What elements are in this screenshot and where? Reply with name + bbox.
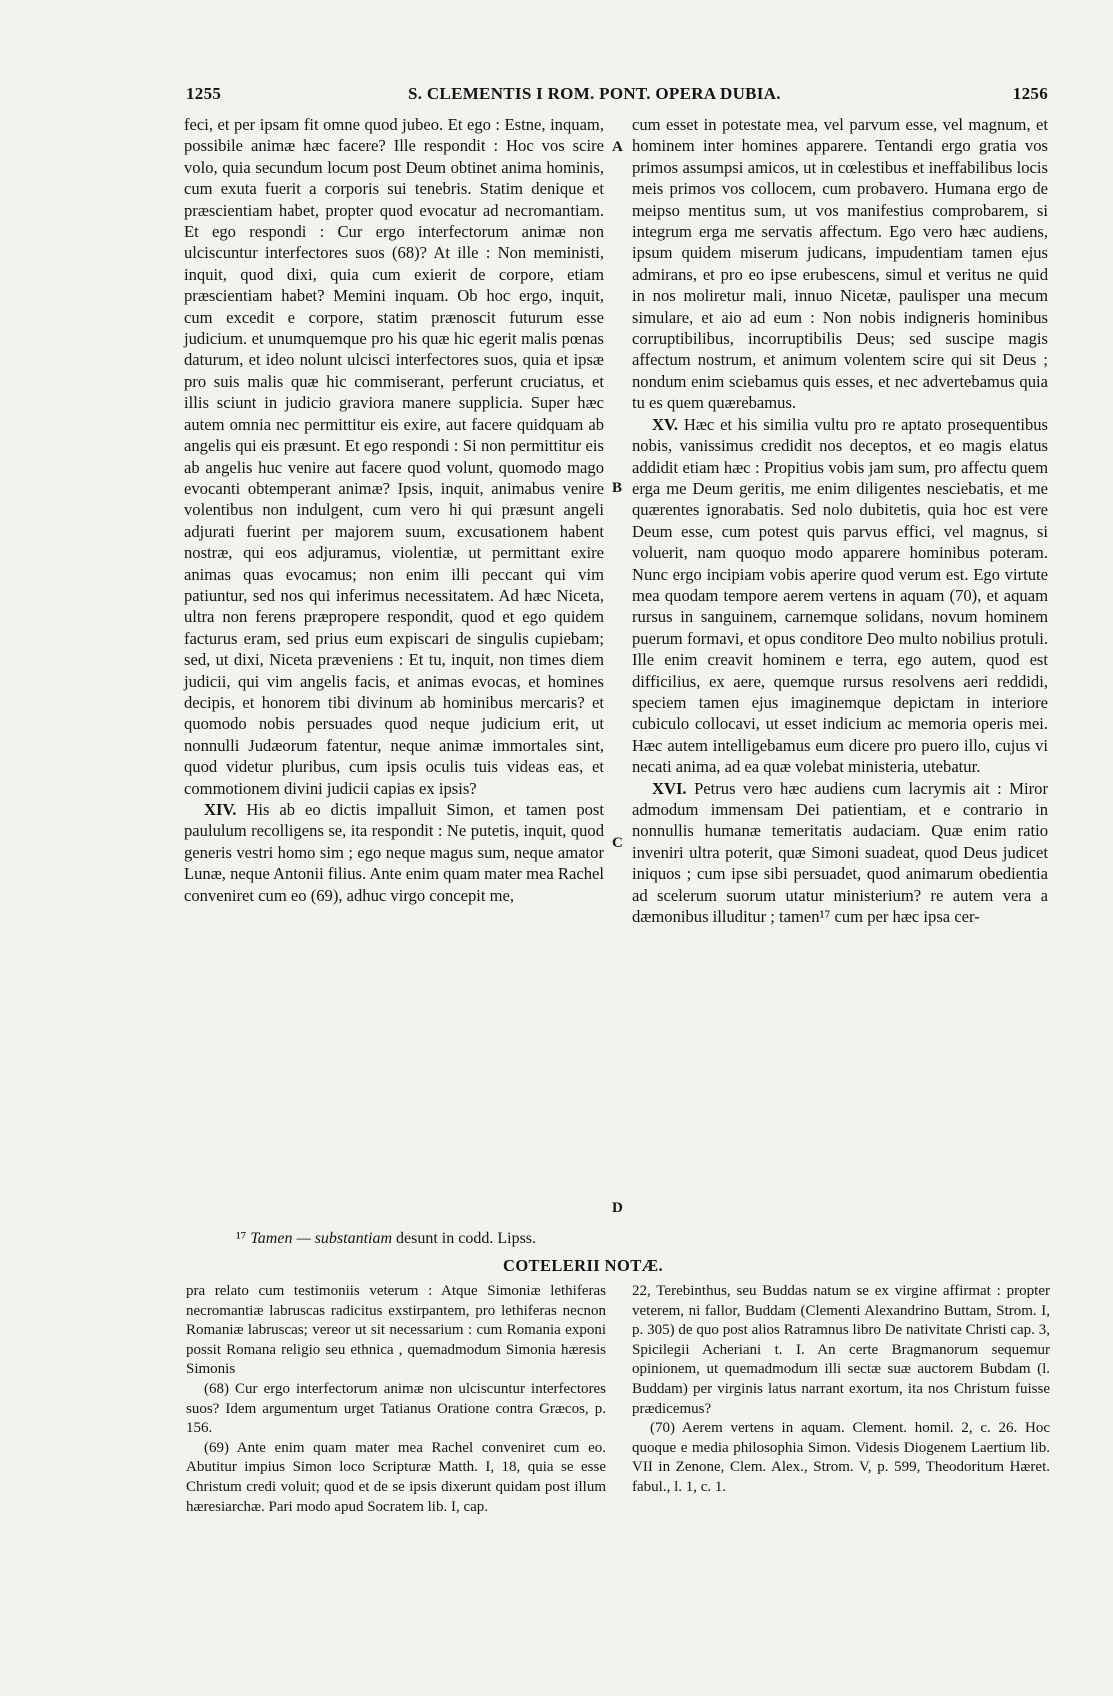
page-number-left: 1255 xyxy=(186,84,222,103)
paragraph xyxy=(632,778,1048,928)
footnote-italic: Tamen — substantiam xyxy=(250,1230,393,1247)
paragraph-text: (69) Ante enim quam mater mea Rachel conveniret cum eo. Abutitur impius Simon loco Scripturæ Matth. I, 18, quia se esse Christum credi voluit; quod et de se ipsis dixerunt quidam post illum hæresiarchæ. Pari modo apud Socratem lib. I, cap. xyxy=(186,1439,606,1515)
paragraph-text: (70) Aerem vertens in aquam. Clement. homil. 2, c. 26. Hoc quoque e media philosophia Simon. Videsis Diogenem Laertium lib. VII in Zenone, Clem. Alex., Strom. V, p. 599, Theodoritum Hæret. fabul., l. 1, c. 1. xyxy=(632,1420,1050,1495)
paragraph xyxy=(186,1439,606,1517)
margin-letter-a: A xyxy=(612,139,623,155)
right-text-column xyxy=(632,114,1048,927)
paragraph-text: 22, Terebinthus, seu Buddas natum se ex virgine affirmat : propter veterem, ni fallor, Buddam (Clementi Alexandrino Buttam, Strom. I, p. 305) de quo post alios Ratramnus libro De nativitate Christi cap. 3, Spicilegii Acheriani t. I. An certe Bragmanorum sequemur opinionem, ut quemadmodum illi sectæ suæ auctorem Bubdam (l. Buddam) per virginis latus narrant exortum, ita nos Christum fuisse prædicemus? xyxy=(632,1283,1050,1417)
section-number: XIV. xyxy=(204,800,237,819)
paragraph-text: Petrus vero hæc audiens cum lacrymis ait : Miror admodum immensam Dei patientiam, et e contrario in nonnullis humanæ temeritatis audaciam. Quæ enim ratio inveniri ultra poterit, quæ Simoni suadeat, quod Deus judicet iniquos ; cum ipse sibi persuadet, quod animarum obedientia ad scelerum suorum utatur ministerium? re autem vera a dæmonibus illuditur ; tamen¹⁷ cum per hæc ipsa cer- xyxy=(632,778,1048,927)
margin-letter-b: B xyxy=(612,480,623,496)
footnote xyxy=(236,1230,536,1248)
paragraph xyxy=(632,414,1048,778)
section-number: XV. xyxy=(652,414,678,434)
paragraph-text: feci, et per ipsam fit omne quod jubeo. Et ego : Estne, inquam, possibile animæ hæc facere? Ille respondit : Hoc vos scire volo, quia secundum locum post Deum obtinet anima hominis, cum exuta fuerit a corporis sui tenebris. Statim denique et præscientiam habet, propter quod evocatur ad necromantiam. Et ego respondi : Cur ergo interfectorum animæ non ulciscuntur interfectores suos (68)? At ille : Non meministi, inquit, quod dixi, quia cum exierit de corpore, etiam præscientiam habet? Memini inquam. Ob hoc ergo, inquit, cum excedit e corpore, statim prænoscit futurum esse judicium. et unumquemque pro his quæ hic egerit malis pœnas daturum, et ideo nolunt ulcisci interfectores suos, quia et ipsæ pro suis malis quæ hic commiserant, perferunt cruciatus, et illis sciunt in judicio graviora manere supplicia. Super hæc autem omnia nec permittitur eis exire, aut facere quidquam ab angelis qui eis præsunt. Et ego respondi : Si non permittitur eis ab angelis huc venire aut facere quod volunt, quomodo mago evocanti obtemperant animæ? Ipsis, inquit, animabus venire volentibus non indulgent, cum vero hi qui præsunt angeli adjurati fuerint per majorem suum, excusationem habent nostræ, qui eos adjuramus, violentiæ, ut permittant exire animas quas evocamus; non enim illi peccant qui vim patiuntur, sed nos qui inferimus necessitatem. Ad hæc Niceta, ultra non ferens præpropere respondit, quod et ego quidem facturus eram, sed prius eum expiscari de singulis cupiebam; sed, ut dixi, Niceta præveniens : Et tu, inquit, non times diem judicii, qui vim angelis facis, et animas evocas, et homines decipis, et honorem tibi divinum ab hominibus mercaris? et quomodo nobis persuades quod neque judicium erit, ut nonnulli Judæorum fatentur, neque animæ immortales sint, quod videtur pluribus, cum ipsis oculis tuis videas eas, et commotionem divini judicii capias ex ipsis? xyxy=(184,115,604,798)
paragraph xyxy=(632,1419,1050,1497)
paragraph xyxy=(184,799,604,906)
paragraph-text: Hæc et his similia vultu pro re aptato prosequentibus nobis, vanissimus credidit nos deceptos, et eo magis elatus addidit etiam hæc : Propitius vobis jam sum, pro affectu quem erga me Deum geritis, me enim diligentes nesciebatis, et me quærentes ignorabatis. Sed nolo dubitetis, quia hoc est vere Deum esse, cum potest quis parvus effici, vel magnus, si voluerit, nam quoquo modo apparere hominibus poteram. Nunc ergo incipiam vobis aperire quod verum est. Ego virtute mea quodam tempore aerem vertens in aquam (70), et aquam rursus in sanguinem, carnemque solidans, novum hominem puerum formavi, et opus conditore Deo multo nobilius protuli. Ille enim creavit hominem e terra, ego autem, quod est difficilius, ex aere, quemque rursus resolvens aeri reddidi, speciem tamen ejus imaginemque depictam in interiore cubiculo collocavi, ut esset indicium ac memoria operis mei. Hæc autem intelligebamus eum dicere pro puero illo, cujus vi necati anima, ad ea quæ volebat ministeria, utebatur. xyxy=(632,414,1048,777)
running-header xyxy=(180,84,1048,110)
footnote-marker: ¹⁷ xyxy=(236,1230,247,1247)
paragraph xyxy=(632,1282,1050,1419)
paragraph-text: His ab eo dictis impalluit Simon, et tamen post paululum recolligens se, ita respondit : Ne putetis, inquit, quod generis vestri homo sim ; ego neque magus sum, neque amator Lunæ, neque Antonii filius. Ante enim quam mater mea Rachel conveniret cum eo (69), adhuc virgo concepit me, xyxy=(184,800,604,905)
paragraph xyxy=(186,1380,606,1439)
margin-letter-c: C xyxy=(612,835,623,851)
footnote-text: desunt in codd. Lipss. xyxy=(392,1230,537,1247)
running-title: S. CLEMENTIS I ROM. PONT. OPERA DUBIA. xyxy=(408,84,781,103)
page-number-right: 1256 xyxy=(1012,84,1048,103)
notes-right-column xyxy=(632,1282,1050,1498)
notes-left-column xyxy=(186,1282,606,1517)
paragraph xyxy=(632,114,1048,414)
paragraph xyxy=(184,114,604,799)
paragraph-text: (68) Cur ergo interfectorum animæ non ulciscuntur interfectores suos? Idem argumentum urget Tatianus Oratione contra Græcos, p. 156. xyxy=(186,1380,606,1437)
paragraph-text: pra relato cum testimoniis veterum : Atque Simoniæ lethiferas necromantiæ labruscas radicitus exstirpantem, pro lethiferas necnon Romaniæ labruscas; vereor ut sit necessarium : cum Romania exponi possit Romana religio seu ethnica , quemadmodum Simonia hæresis Simonis xyxy=(186,1283,606,1378)
paragraph-text: cum esset in potestate mea, vel parvum esse, vel magnum, et hominem inter homines apparere. Tentandi ergo gratia vos primos assumpsi amicos, ut in cœlestibus et ineffabilibus locis meis primos vos collocem, cum probavero. Humana ergo de meipso mentitus sum, ut vos manifestius comprobarem, si integrum erga me servatis affectum. Ego vero hæc audiens, ipsum quidem miserum judicans, impudentiam tamen ejus admirans, et pro eo ipse erubescens, simul et veritus ne quid in nos moliretur mali, innuo Nicetæ, paulisper una mecum simulare, et aio ad eum : Non nobis indigneris hominibus corruptibilibus, incorruptibilis Deus; sed suscipe magis affectum nostrum, et animum volentem scire qui sit Deus ; nondum enim sciebamus quis esses, et nec advertebamus quia tu es quem quærebamus. xyxy=(632,115,1048,413)
notes-heading: COTELERII NOTÆ. xyxy=(503,1256,664,1275)
paragraph xyxy=(186,1282,606,1380)
margin-letter-d: D xyxy=(612,1200,623,1216)
section-number: XVI. xyxy=(652,778,687,798)
left-text-column xyxy=(184,114,604,906)
